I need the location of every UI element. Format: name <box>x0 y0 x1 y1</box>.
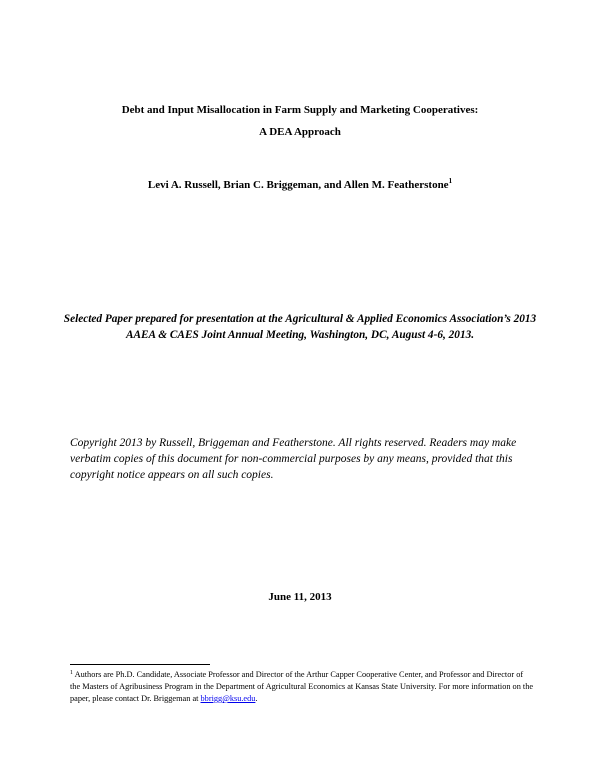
footnote-trailing: . <box>255 694 258 703</box>
footnote-marker: 1 <box>70 670 73 676</box>
copyright-notice: Copyright 2013 by Russell, Briggeman and Featherstone. All rights reserved. Readers may make verbatim copies of this document for non-commercial purposes by any means, provided that this copyright notice appears on all such copies. <box>70 437 517 481</box>
footnote-divider <box>70 664 210 665</box>
conference-note: Selected Paper prepared for presentation at the Agricultural & Applied Economics Association’s 2013 AAEA & CAES Joint Annual Meeting, Washington, DC, August 4-6, 2013. <box>63 313 537 341</box>
paper-title-line-2: A DEA Approach <box>259 126 341 138</box>
paper-title-line-1: Debt and Input Misallocation in Farm Supply and Marketing Cooperatives: <box>121 104 479 116</box>
contact-email-link[interactable]: bbrigg@ksu.edu <box>200 694 256 703</box>
footnote <box>70 669 535 705</box>
author-footnote-marker: 1 <box>448 177 453 185</box>
paper-date: June 11, 2013 <box>268 591 332 603</box>
footnote-text: Authors are Ph.D. Candidate, Associate Professor and Director of the Arthur Capper Cooperative Center, and Professor and Director of the Masters of Agribusiness Program in the Department of Agricultural Economics at Kansas State University. For more information on the paper, please contact Dr. Briggeman at <box>70 670 534 703</box>
author-list <box>60 178 540 192</box>
author-names: Levi A. Russell, Brian C. Briggeman, and Allen M. Featherstone <box>147 179 449 191</box>
